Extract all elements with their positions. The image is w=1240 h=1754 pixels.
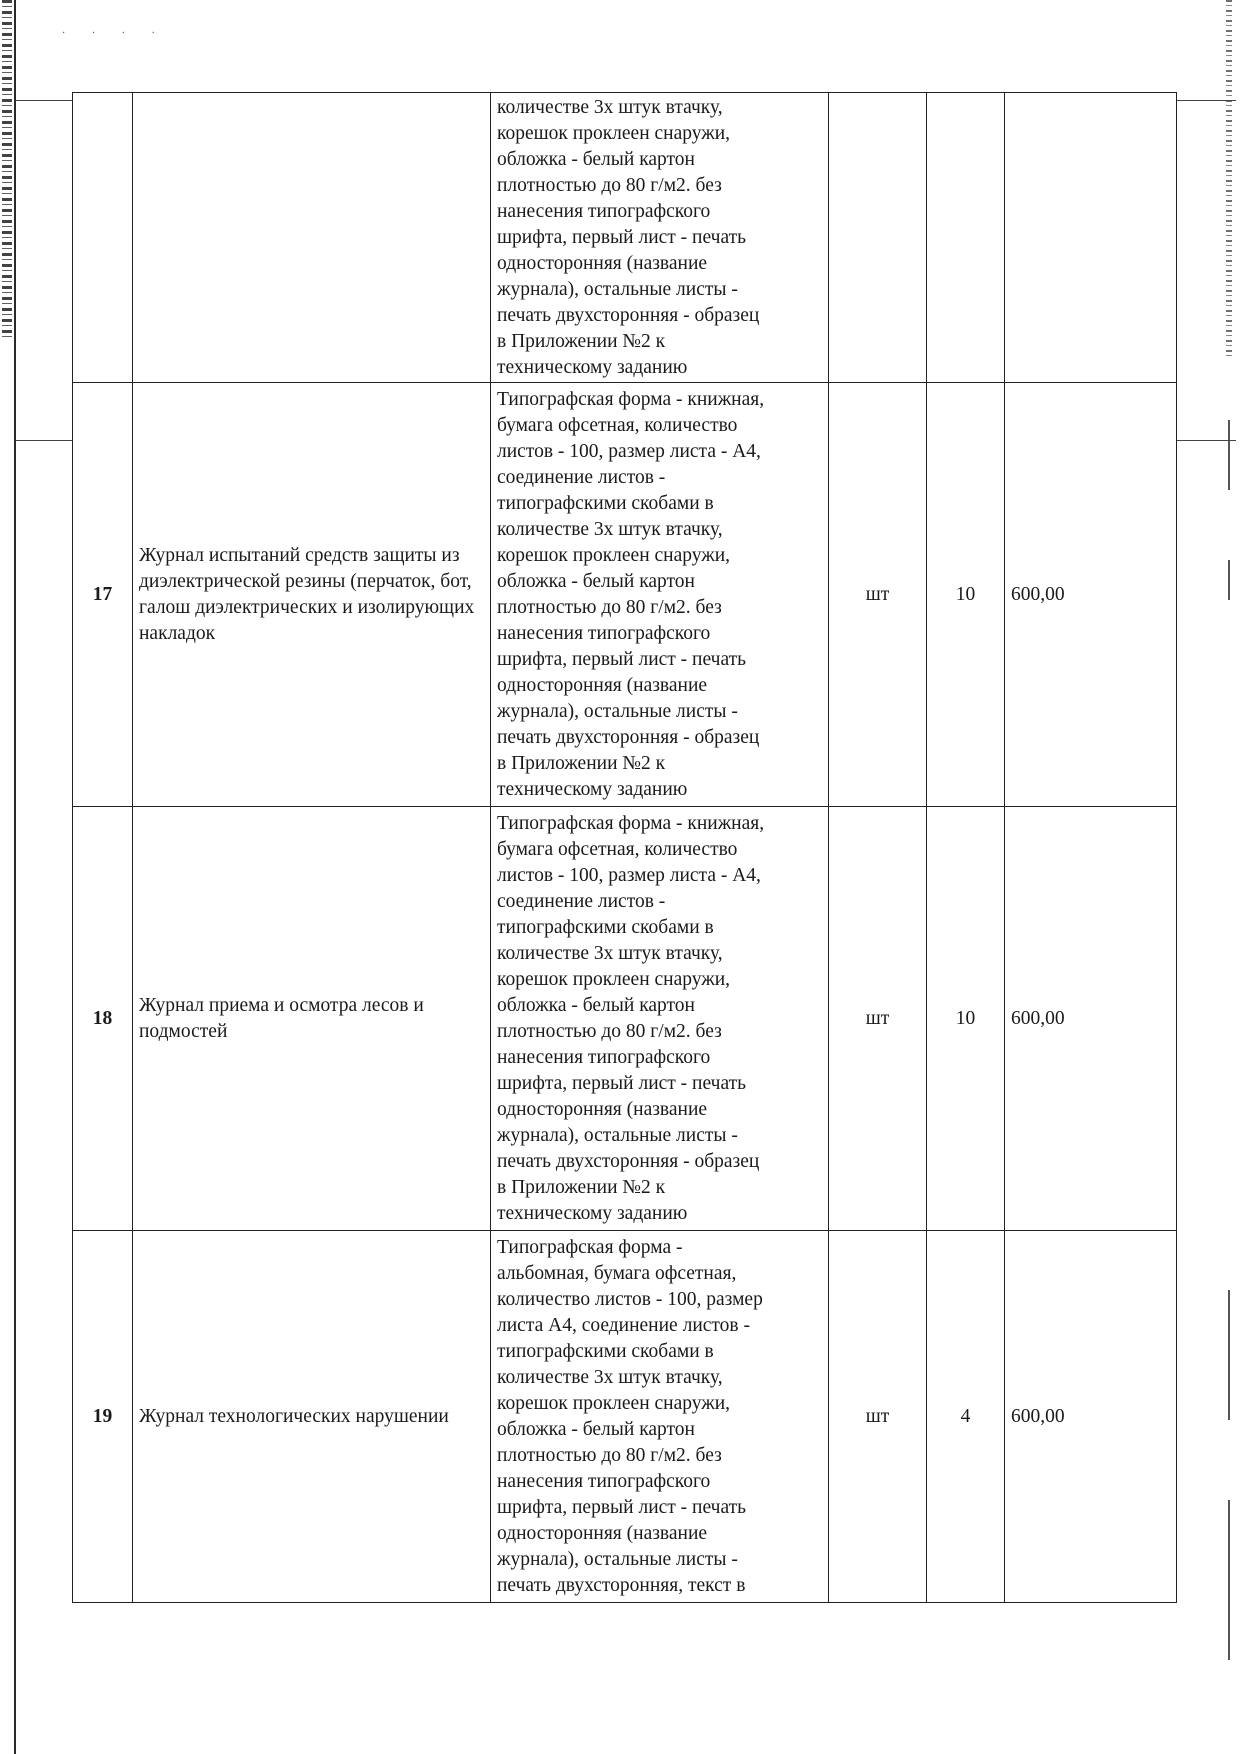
quantity: 4 [927,1231,1005,1603]
description-text: Типографская форма - альбомная, бумага офсетная, количество листов - 100, размер листа А4, соединение листов - типографскими скобами в количестве 3х штук втачку, корешок проклеен снаружи, обложка - белый картон плотностью до 80 г/м2. без нанесения типографского шрифта, первый лист - печать односторонняя (название журнала), остальные листы - печать двухсторонняя, текст в [497,1236,763,1596]
cell-number [73,93,133,383]
cell-description [491,807,829,1231]
scan-edge-line-left [14,0,16,1754]
description-text: Типографская форма - книжная, бумага офсетная, количество листов - 100, размер листа - А4, соединение листов - типографскими скобами в количестве 3х штук втачку, корешок проклеен снаружи, обложка - белый картон плотностью до 80 г/м2. без нанесения типографского шрифта, первый лист - печать односторонняя (название журнала), остальные листы - печать двухсторонняя - образец в Приложении №2 к техническому заданию [497,812,765,1224]
cell-price [1005,93,1177,383]
price: 600,00 [1005,807,1177,1231]
unit: шт [829,383,927,807]
scan-edge-artifact-left [2,0,12,340]
table-row [73,383,1177,807]
scan-line [16,100,72,101]
quantity: 10 [927,807,1005,1231]
cell-name [133,93,491,383]
row-number: 19 [73,1231,133,1603]
scan-edge-dash [1228,420,1230,490]
cell-unit [829,93,927,383]
scan-line [1176,100,1236,101]
unit: шт [829,807,927,1231]
row-number: 18 [73,807,133,1231]
specification-table [72,92,1177,1603]
cell-description [491,383,829,807]
description-text: количестве 3х штук втачку, корешок проклеен снаружи, обложка - белый картон плотностью до 80 г/м2. без нанесения типографского шрифта, первый лист - печать односторонняя (название журнала), остальные листы - печать двухсторонняя - образец в Приложении №2 к техническому заданию [497,96,760,378]
table-row [73,807,1177,1231]
quantity: 10 [927,383,1005,807]
item-name: Журнал технологических нарушении [133,1231,491,1603]
table-row-continuation [73,93,1177,383]
scan-line [16,440,72,441]
price: 600,00 [1005,383,1177,807]
scan-specks: · · · · [62,28,167,39]
unit: шт [829,1231,927,1603]
item-name: Журнал испытаний средств защиты из диэлектрической резины (перчаток, бот, галош диэлектрических и изолирующих накладок [133,383,491,807]
scan-line [1176,440,1236,441]
table-row [73,1231,1177,1603]
item-name: Журнал приема и осмотра лесов и подмостей [133,807,491,1231]
cell-quantity [927,93,1005,383]
cell-description [491,93,829,383]
row-number: 17 [73,383,133,807]
scan-edge-artifact-right [1226,0,1232,360]
scan-edge-dash [1228,1290,1230,1420]
scan-edge-dash [1228,1500,1230,1660]
price: 600,00 [1005,1231,1177,1603]
description-text: Типографская форма - книжная, бумага офсетная, количество листов - 100, размер листа - А4, соединение листов - типографскими скобами в количестве 3х штук втачку, корешок проклеен снаружи, обложка - белый картон плотностью до 80 г/м2. без нанесения типографского шрифта, первый лист - печать односторонняя (название журнала), остальные листы - печать двухсторонняя - образец в Приложении №2 к техническому заданию [497,388,765,800]
scan-edge-dash [1228,560,1230,600]
cell-description [491,1231,829,1603]
